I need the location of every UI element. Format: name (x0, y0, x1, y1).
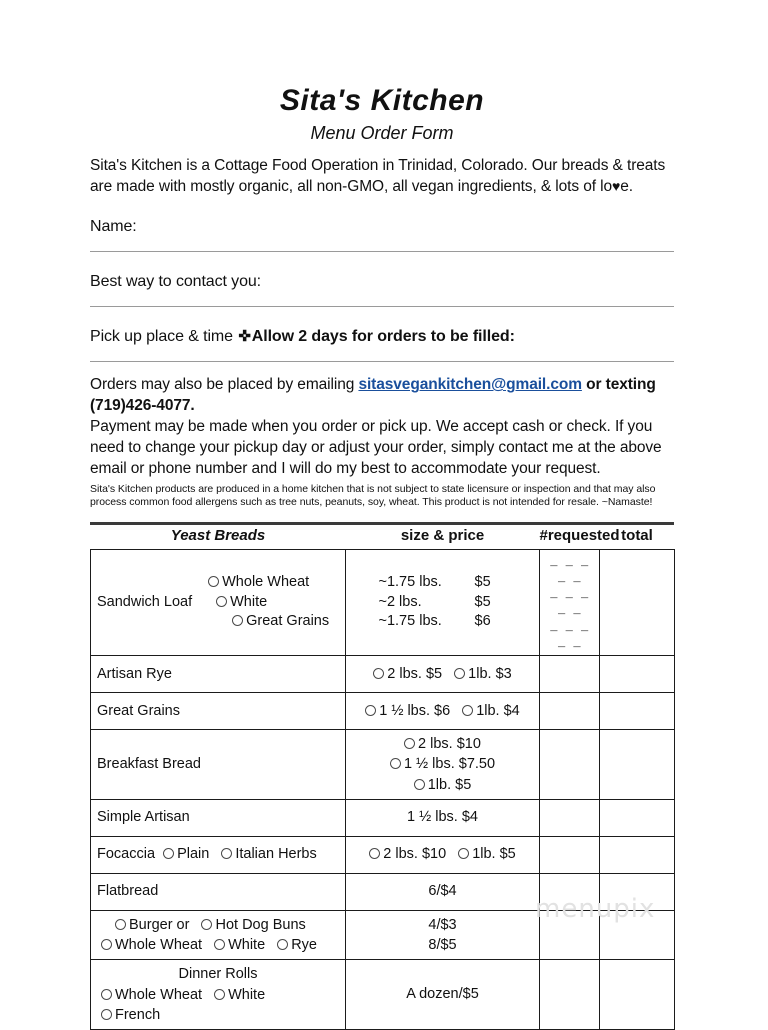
table-row (91, 655, 675, 692)
option-white[interactable] (214, 985, 265, 1005)
radio-icon[interactable] (232, 615, 243, 626)
radio-icon[interactable] (462, 705, 473, 716)
cell-great-grains-name: Great Grains (91, 692, 346, 729)
name-field-line[interactable] (90, 251, 674, 252)
option-1lb[interactable] (414, 775, 472, 795)
pickup-field-line[interactable] (90, 361, 674, 362)
radio-icon[interactable] (365, 705, 376, 716)
option-2lbs[interactable] (369, 845, 446, 864)
radio-icon[interactable] (115, 919, 126, 930)
radio-icon[interactable] (390, 758, 401, 769)
radio-icon[interactable] (214, 939, 225, 950)
order-table-wrapper (90, 522, 674, 1030)
cell-sandwich-loaf-name (91, 549, 346, 655)
option-label: White (230, 593, 268, 610)
cell-flatbread-name: Flatbread (91, 873, 346, 910)
cell-dinner-rolls-name (91, 960, 346, 1030)
option-label: 1 ½ lbs. $7.50 (403, 756, 496, 773)
option-label: Great Grains (246, 613, 330, 630)
radio-icon[interactable] (414, 779, 425, 790)
radio-icon[interactable] (208, 576, 219, 587)
radio-icon[interactable] (404, 738, 415, 749)
contact-field-label: Best way to contact you: (90, 273, 262, 291)
table-row (91, 799, 675, 836)
option-white[interactable] (198, 593, 329, 613)
cell-simple-artisan-size: 1 ½ lbs. $4 (346, 799, 540, 836)
cell-breakfast-bread-size (346, 729, 540, 799)
cell-artisan-rye-name: Artisan Rye (91, 655, 346, 692)
size-text: ~1.75 lbs. (378, 613, 442, 630)
cell-buns-size (346, 910, 540, 960)
table-row (91, 960, 675, 1030)
cell-simple-artisan-requested[interactable] (540, 799, 600, 836)
cell-great-grains-size (346, 692, 540, 729)
cell-flatbread-size: 6/$4 (346, 873, 540, 910)
radio-icon[interactable] (221, 848, 232, 859)
cell-simple-artisan-name: Simple Artisan (91, 799, 346, 836)
pickup-field-label (90, 327, 674, 347)
table-row (91, 729, 675, 799)
buns-size-line-1: 4/$3 (428, 916, 457, 933)
email-intro-text: Orders may also be placed by emailing (90, 376, 359, 394)
radio-icon[interactable] (369, 848, 380, 859)
option-label: 1lb. $3 (468, 665, 512, 682)
order-table (90, 525, 675, 1030)
option-label: Italian Herbs (235, 846, 317, 863)
pickup-label-text: Pick up place & time (90, 328, 238, 346)
dash-line: _ _ _ _ _ (550, 619, 589, 650)
option-1-5lbs[interactable] (365, 702, 450, 721)
cell-artisan-rye-total[interactable] (600, 655, 675, 692)
dinner-rolls-options (97, 985, 339, 1026)
cell-breakfast-bread-name: Breakfast Bread (91, 729, 346, 799)
radio-icon[interactable] (214, 989, 225, 1000)
ordering-instructions (90, 375, 674, 480)
page-title: Sita's Kitchen (279, 84, 485, 117)
breakfast-line-2 (352, 754, 533, 795)
option-label: Plain (177, 846, 210, 863)
option-whole-wheat[interactable] (101, 985, 202, 1005)
header-size-price: size & price (400, 526, 485, 544)
size-text: ~2 lbs. (378, 593, 422, 610)
option-label: Whole Wheat (222, 574, 310, 591)
table-row (91, 692, 675, 729)
price-text: $5 (474, 574, 491, 591)
buns-line-1 (97, 915, 339, 935)
option-label: 2 lbs. $10 (383, 846, 447, 863)
contact-field-line[interactable] (90, 306, 674, 307)
option-label: Rye (291, 937, 317, 954)
radio-icon[interactable] (277, 939, 288, 950)
option-whole-wheat[interactable] (198, 573, 329, 593)
menupix-watermark: menupix (535, 894, 656, 924)
radio-icon[interactable] (373, 668, 384, 679)
option-whole-wheat[interactable] (101, 935, 202, 955)
header-total: total (621, 526, 653, 544)
option-1lb[interactable] (458, 845, 516, 864)
cell-breakfast-bread-total[interactable] (600, 729, 675, 799)
cell-sandwich-loaf-total[interactable] (600, 549, 675, 655)
price-text: $6 (474, 613, 491, 630)
focaccia-label: Focaccia (97, 846, 156, 863)
disclaimer-text: Sita's Kitchen products are produced in a home kitchen that is not subject to state licensure or inspection and that may also process common food allergens such as tree nuts, peanuts, soy, wheat. This product is not intended for resale. ~Namaste! (90, 482, 656, 509)
radio-icon[interactable] (101, 1009, 112, 1020)
option-plain[interactable] (163, 845, 209, 864)
cell-sandwich-loaf-requested[interactable] (540, 549, 600, 655)
option-label: Whole Wheat (115, 937, 203, 954)
email-link[interactable]: sitasvegankitchen@gmail.com (358, 376, 582, 394)
dash-line: _ _ _ _ _ (550, 554, 589, 586)
phone-number: (719)426-4077. (90, 397, 195, 415)
option-italian-herbs[interactable] (221, 845, 316, 864)
option-label: 2 lbs. $10 (418, 735, 481, 752)
cell-sandwich-loaf-size (346, 549, 540, 655)
option-burger[interactable] (115, 915, 189, 935)
option-rye[interactable] (277, 935, 317, 955)
option-white[interactable] (214, 935, 265, 955)
table-row (91, 836, 675, 873)
option-label: 1lb. $5 (427, 776, 472, 793)
radio-icon[interactable] (101, 989, 112, 1000)
option-label: French (115, 1007, 161, 1024)
intro-text-before-heart: Sita's Kitchen is a Cottage Food Operation in Trinidad, Colorado. Our breads & treats are made with mostly organic, all non-GMO, all vegan ingredients, & lots of lo (90, 156, 666, 195)
buns-size-line-2: 8/$5 (428, 937, 457, 954)
cell-breakfast-bread-requested[interactable] (540, 729, 600, 799)
page-subtitle: Menu Order Form (310, 123, 454, 143)
option-1lb[interactable] (462, 702, 520, 721)
table-header-row (91, 525, 675, 550)
radio-icon[interactable] (163, 848, 174, 859)
option-label: 1lb. $4 (476, 702, 520, 719)
breakfast-line-1 (352, 734, 533, 754)
option-hot-dog-buns[interactable] (201, 915, 305, 935)
heart-icon: ♥ (612, 177, 621, 194)
cell-artisan-rye-requested[interactable] (540, 655, 600, 692)
cell-artisan-rye-size (346, 655, 540, 692)
clover-icon: ✜ (238, 328, 251, 346)
intro-paragraph (90, 155, 674, 198)
option-2lbs[interactable] (373, 665, 442, 684)
option-great-grains[interactable] (198, 612, 329, 632)
name-field-label: Name: (90, 218, 137, 236)
cell-buns-name (91, 910, 346, 960)
option-label: 1 ½ lbs. $6 (379, 702, 451, 719)
table-row (91, 549, 675, 655)
size-text: ~1.75 lbs. (378, 574, 442, 591)
intro-text-after-heart: e. (620, 177, 633, 195)
payment-paragraph: Payment may be made when you order or pick up. We accept cash or check. If you need to change your pickup day or adjust your order, simply contact me at the above email or phone number and I will do my best to accommodate your request. (90, 418, 662, 478)
buns-line-2 (97, 935, 339, 955)
header-requested: #requested (539, 526, 620, 544)
cell-dinner-rolls-total[interactable] (600, 960, 675, 1030)
radio-icon[interactable] (216, 596, 227, 607)
option-label: 1lb. $5 (472, 846, 516, 863)
sandwich-loaf-label: Sandwich Loaf (97, 593, 193, 610)
option-label: Hot Dog Buns (215, 916, 306, 933)
option-label: 2 lbs. $5 (387, 665, 443, 682)
document-content (90, 84, 674, 1030)
header-yeast-breads: Yeast Breads (170, 526, 266, 544)
cell-focaccia-total[interactable] (600, 836, 675, 873)
option-label: Burger or (129, 916, 190, 933)
cell-simple-artisan-total[interactable] (600, 799, 675, 836)
cell-great-grains-requested[interactable] (540, 692, 600, 729)
dash-line: _ _ _ _ _ (550, 587, 589, 618)
option-label: White (228, 937, 266, 954)
price-text: $5 (474, 593, 491, 610)
cell-focaccia-size (346, 836, 540, 873)
radio-icon[interactable] (454, 668, 465, 679)
cell-focaccia-requested[interactable] (540, 836, 600, 873)
cell-dinner-rolls-requested[interactable] (540, 960, 600, 1030)
option-2lbs[interactable] (404, 734, 481, 754)
radio-icon[interactable] (458, 848, 469, 859)
option-1-5lbs[interactable] (390, 754, 495, 774)
radio-icon[interactable] (201, 919, 212, 930)
cell-focaccia-name (91, 836, 346, 873)
cell-dinner-rolls-size: A dozen/$5 (346, 960, 540, 1030)
option-label: Whole Wheat (115, 986, 203, 1003)
radio-icon[interactable] (101, 939, 112, 950)
cell-great-grains-total[interactable] (600, 692, 675, 729)
pickup-allow-days-text: Allow 2 days for orders to be filled: (251, 328, 515, 346)
option-french[interactable] (101, 1005, 160, 1025)
option-label: White (228, 986, 266, 1003)
dinner-rolls-label: Dinner Rolls (178, 966, 258, 983)
option-1lb[interactable] (454, 665, 512, 684)
texting-text: or texting (581, 376, 656, 394)
